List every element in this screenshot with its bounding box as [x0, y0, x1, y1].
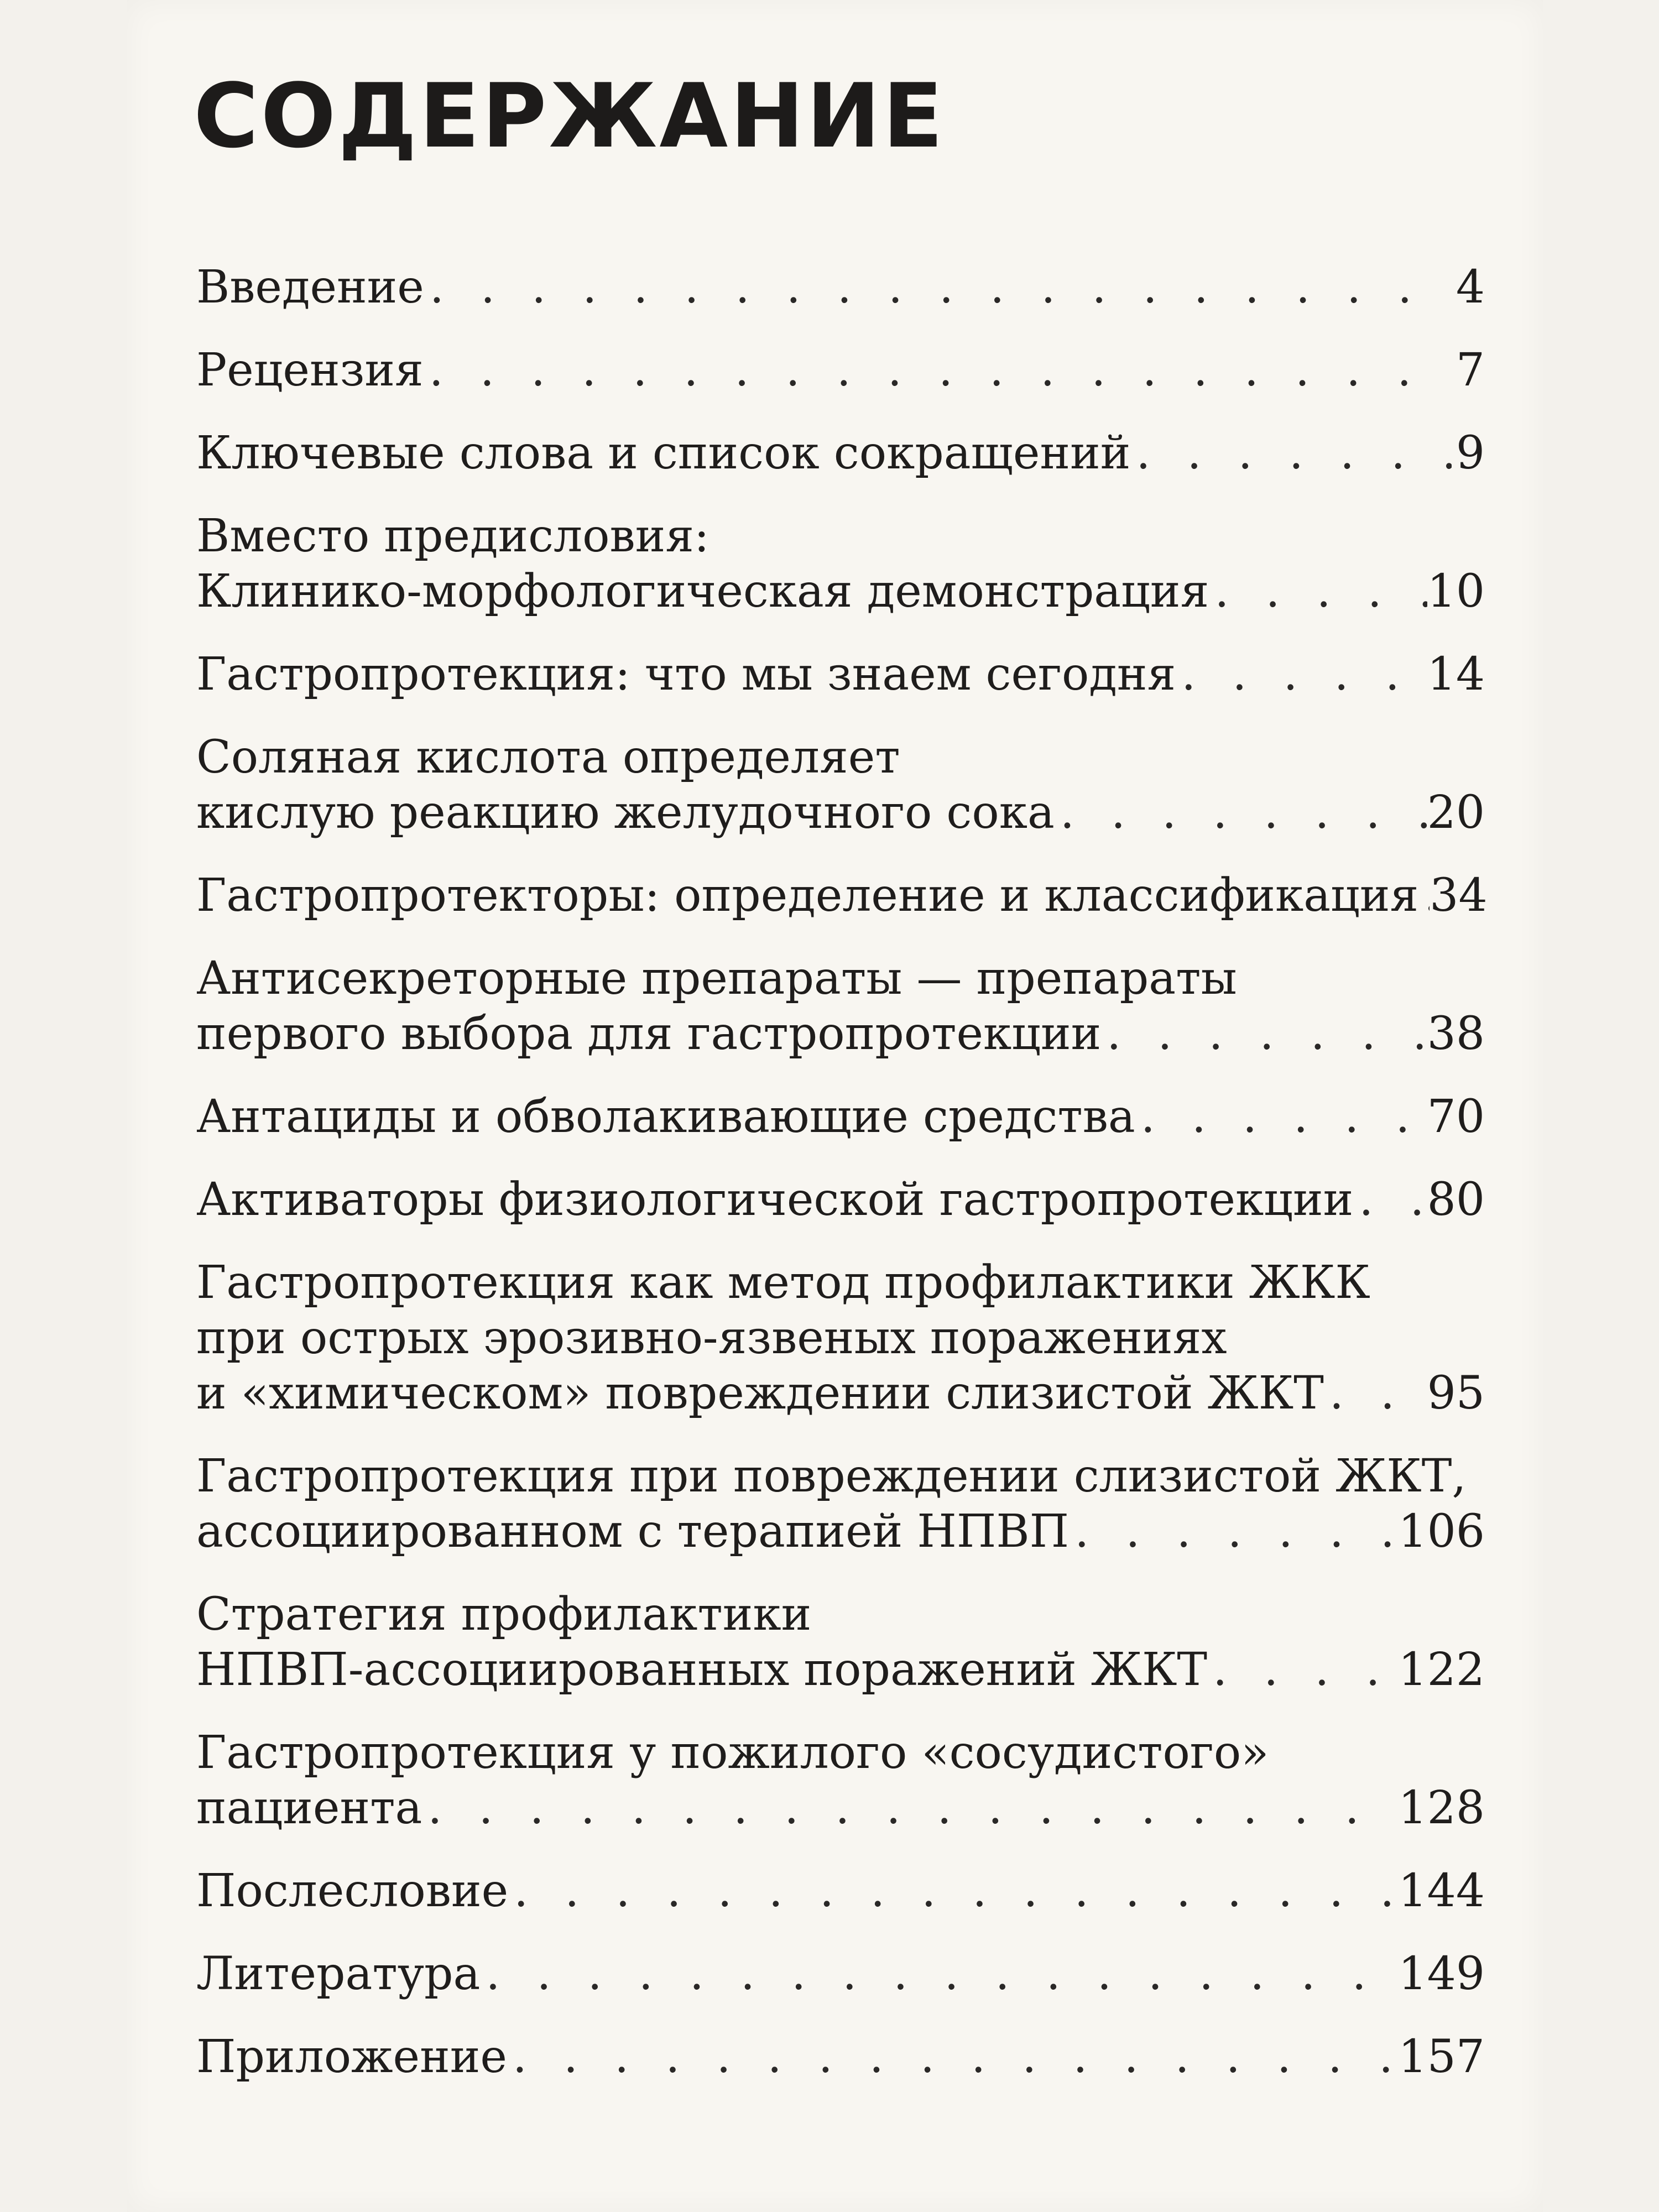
toc-page-number: 20 [1427, 786, 1485, 839]
leader-dots [507, 2030, 1399, 2085]
toc-entry-title: Антациды и обволакивающие средства [196, 1091, 1135, 1143]
toc-entry-title: первого выбора для гастропротекции [196, 1008, 1102, 1060]
toc-entry-title: Приложение [196, 2031, 507, 2083]
toc-entry [196, 1725, 1485, 1836]
toc-entry-title-line: Стратегия профилактики [196, 1588, 812, 1641]
toc-entry-title: пациента [196, 1782, 422, 1834]
toc-entry [196, 343, 1485, 398]
toc-page-number: 34 [1430, 869, 1488, 922]
toc-entry [196, 647, 1485, 702]
toc-page-number: 106 [1398, 1505, 1485, 1558]
toc-entry-title-line: Гастропротекция у пожилого «сосудистого» [196, 1726, 1269, 1779]
toc-entry [196, 509, 1485, 619]
toc-entry-title: Гастропротекторы: определение и классификация [196, 869, 1419, 922]
toc-entry-title-line: Гастропротекция при повреждении слизистой ЖКТ, [196, 1450, 1467, 1503]
toc-entry-title-line: Антисекреторные препараты — препараты [196, 952, 1237, 1005]
toc-entry [196, 868, 1488, 924]
leader-dots [1418, 868, 1430, 924]
book-page [127, 0, 1543, 2212]
leader-dots [1055, 785, 1427, 841]
page-title: СОДЕРЖАНИЕ [194, 64, 946, 168]
toc-entry-title: НПВП-ассоциированных поражений ЖКТ [196, 1644, 1208, 1696]
leader-dots [1130, 426, 1452, 481]
leader-dots [1207, 1642, 1398, 1698]
toc-entry-title: Введение [196, 261, 424, 314]
toc-entry [196, 260, 1485, 315]
toc-entry [196, 1864, 1485, 1919]
leader-dots [1135, 1089, 1427, 1145]
toc-entry-title: Активаторы физиологической гастропротекции [196, 1173, 1354, 1226]
toc-page-number: 38 [1427, 1008, 1485, 1060]
toc-page-number: 4 [1455, 261, 1485, 314]
toc-entry [196, 1089, 1485, 1145]
toc-page-number: 14 [1427, 648, 1485, 701]
toc-entry-title: Гастропротекция: что мы знаем сегодня [196, 648, 1176, 701]
toc-entry [196, 1255, 1485, 1421]
toc-entry-title: кислую реакцию желудочного сока [196, 786, 1055, 839]
leader-dots [1324, 1366, 1427, 1421]
toc-entry-title: ассоциированном с терапией НПВП [196, 1505, 1070, 1558]
leader-dots [1209, 564, 1427, 619]
leader-dots [1069, 1504, 1398, 1559]
toc-entry-title: Ключевые слова и список сокращений [196, 427, 1131, 479]
toc-page-number: 149 [1398, 1948, 1485, 2000]
leader-dots [508, 1864, 1398, 1919]
toc-entry [196, 2030, 1485, 2085]
toc-entry-title-line: Вместо предисловия: [196, 510, 709, 562]
leader-dots [1176, 647, 1427, 702]
toc-entry-title: Рецензия [196, 344, 424, 397]
leader-dots [480, 1947, 1398, 2002]
toc-entry-title-line: Гастропротекция как метод профилактики ЖКК [196, 1256, 1370, 1309]
toc-entry [196, 1449, 1485, 1559]
toc-entry [196, 951, 1485, 1062]
toc-entry [196, 1587, 1485, 1698]
toc-page-number: 7 [1455, 344, 1485, 397]
leader-dots [424, 343, 1452, 398]
toc-entry-title-line: Соляная кислота определяет [196, 731, 900, 784]
toc-page-number: 80 [1427, 1173, 1485, 1226]
table-of-contents [196, 260, 1488, 2112]
toc-page-number: 144 [1398, 1865, 1485, 1917]
toc-entry-title-line: при острых эрозивно-язвеных поражениях [196, 1312, 1227, 1364]
toc-page-number: 10 [1427, 565, 1485, 618]
toc-entry-title: Послесловие [196, 1865, 509, 1917]
toc-page-number: 157 [1398, 2031, 1485, 2083]
toc-entry [196, 1947, 1485, 2002]
toc-entry-title: Литература [196, 1948, 481, 2000]
toc-page-number: 9 [1455, 427, 1485, 479]
leader-dots [1353, 1172, 1427, 1228]
toc-page-number: 128 [1398, 1782, 1485, 1834]
toc-page-number: 122 [1398, 1644, 1485, 1696]
leader-dots [424, 260, 1452, 315]
toc-page-number: 95 [1427, 1367, 1485, 1420]
toc-entry-title: и «химическом» повреждении слизистой ЖКТ [196, 1367, 1324, 1420]
leader-dots [422, 1781, 1398, 1836]
toc-entry [196, 426, 1485, 481]
toc-entry-title: Клинико-морфологическая демонстрация [196, 565, 1209, 618]
toc-entry [196, 730, 1485, 841]
toc-page-number: 70 [1427, 1091, 1485, 1143]
leader-dots [1101, 1006, 1427, 1062]
toc-entry [196, 1172, 1485, 1228]
